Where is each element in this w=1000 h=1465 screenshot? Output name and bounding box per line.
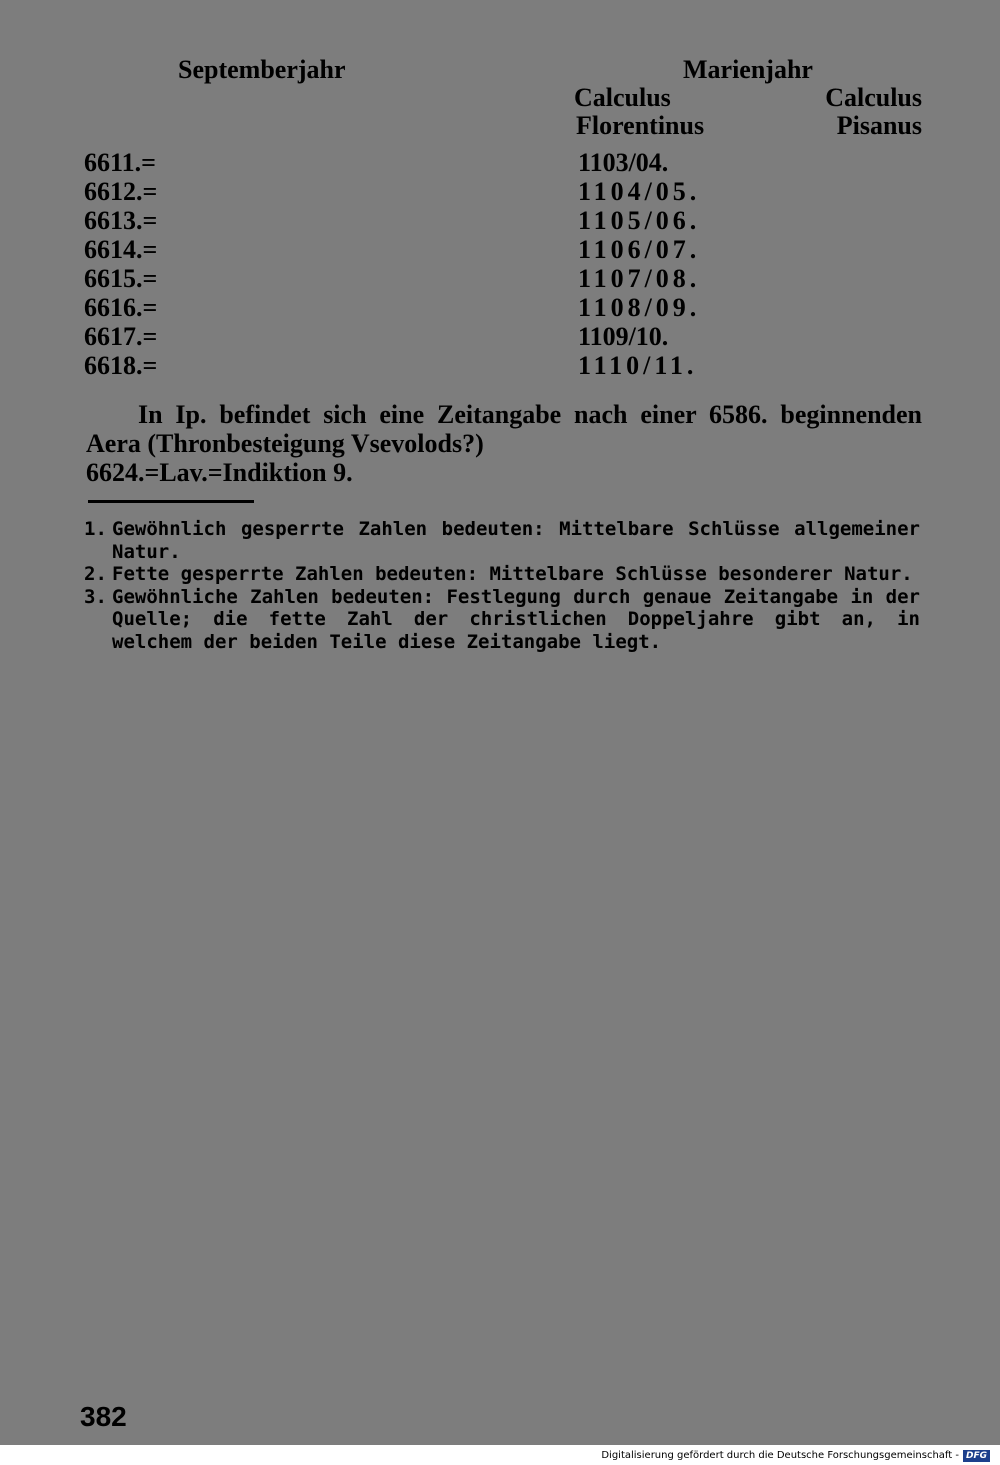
septemberjahr-cell: 6612.= bbox=[84, 177, 158, 206]
florentinus-cell: 1103/04. bbox=[578, 148, 669, 177]
year-table bbox=[84, 148, 944, 380]
header-calculus-pisanus-line1: Calculus bbox=[825, 83, 922, 112]
septemberjahr-cell: 6615.= bbox=[84, 264, 158, 293]
table-row bbox=[84, 235, 944, 264]
table-row bbox=[84, 177, 944, 206]
era-note bbox=[86, 400, 922, 487]
florentinus-cell: 1105/06. bbox=[578, 206, 701, 235]
table-row bbox=[84, 264, 944, 293]
septemberjahr-cell: 6614.= bbox=[84, 235, 158, 264]
era-note-equation: 6624.=Lav.=Indiktion 9. bbox=[86, 458, 353, 487]
septemberjahr-cell: 6618.= bbox=[84, 351, 158, 380]
table-row bbox=[84, 322, 944, 351]
footnotes bbox=[84, 518, 920, 653]
florentinus-cell: 1109/10. bbox=[578, 322, 669, 351]
septemberjahr-cell: 6613.= bbox=[84, 206, 158, 235]
footnote bbox=[84, 586, 920, 654]
era-note-text: In Ip. befindet sich eine Zeitangabe nach einer 6586. beginnenden Aera (Thronbesteigung Vsevolods?) bbox=[86, 400, 922, 458]
footnote bbox=[84, 563, 920, 586]
header-marienjahr: Marienjahr bbox=[683, 55, 813, 84]
header-calculus-pisanus-line2: Pisanus bbox=[836, 111, 922, 140]
septemberjahr-cell: 6616.= bbox=[84, 293, 158, 322]
credit-text: Digitalisierung gefördert durch die Deutsche Forschungsgemeinschaft - bbox=[601, 1450, 959, 1461]
table-row bbox=[84, 206, 944, 235]
header-calculus-florentinus-line2: Florentinus bbox=[576, 111, 705, 140]
florentinus-cell: 1104/05. bbox=[578, 177, 701, 206]
septemberjahr-cell: 6611.= bbox=[84, 148, 156, 177]
page-number: 382 bbox=[80, 1401, 127, 1432]
footnote-number: 1. bbox=[84, 518, 107, 540]
florentinus-cell: 1110/11. bbox=[578, 351, 698, 380]
dfg-logo: DFG bbox=[963, 1450, 990, 1462]
footnote-text: Gewöhnlich gesperrte Zahlen bedeuten: Mittelbare Schlüsse allgemeiner Natur. bbox=[112, 518, 920, 563]
footnote-divider bbox=[88, 500, 254, 503]
footnote-number: 3. bbox=[84, 585, 107, 608]
footnote-text: Fette gesperrte Zahlen bedeuten: Mittelbare Schlüsse besonderer Natur. bbox=[112, 563, 913, 585]
header-septemberjahr: Septemberjahr bbox=[178, 55, 346, 84]
footnote-number: 2. bbox=[84, 563, 107, 585]
florentinus-cell: 1106/07. bbox=[578, 235, 701, 264]
florentinus-cell: 1108/09. bbox=[578, 293, 701, 322]
footnote-text: Gewöhnliche Zahlen bedeuten: Festlegung durch genaue Zeitangabe in der Quelle; die fette Zahl der christlichen Doppeljahre gibt an, in welchem der beiden Teile diese Zeitangabe liegt. bbox=[112, 585, 920, 653]
table-row bbox=[84, 351, 944, 380]
florentinus-cell: 1107/08. bbox=[578, 264, 701, 293]
digitization-credit bbox=[601, 1449, 990, 1462]
septemberjahr-cell: 6617.= bbox=[84, 322, 158, 351]
footnote bbox=[84, 518, 920, 563]
header-calculus-florentinus-line1: Calculus bbox=[574, 83, 671, 112]
table-row bbox=[84, 293, 944, 322]
table-row bbox=[84, 148, 944, 177]
